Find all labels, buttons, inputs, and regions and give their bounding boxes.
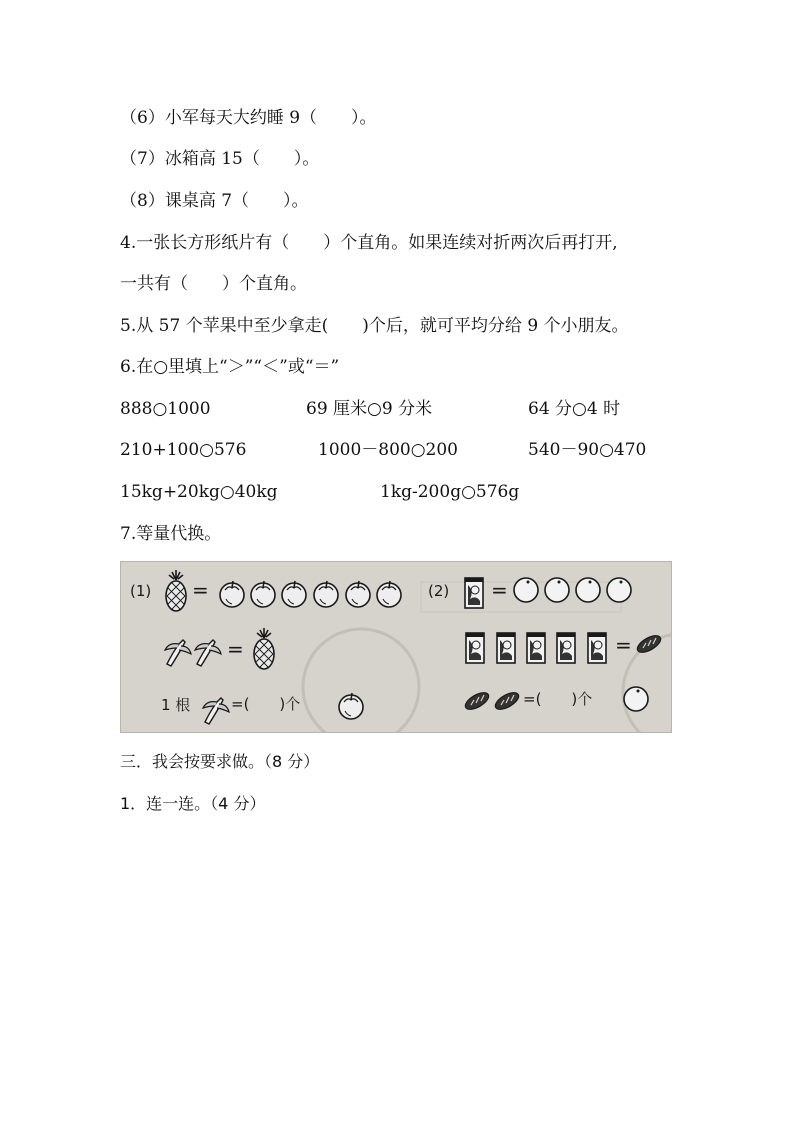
- compare-item: 210+100○576: [120, 440, 247, 460]
- equals-sign: =: [227, 637, 244, 661]
- problem-4-line-2: 一共有（ ）个直角。: [120, 274, 307, 294]
- figure-label-1: (1): [130, 582, 152, 600]
- question-8: （8）课桌高 7（ ）。: [120, 191, 309, 211]
- compare-item: 15kg+20kg○40kg: [120, 482, 278, 502]
- compare-item: 888○1000: [120, 399, 211, 419]
- one-banana-label: 1 根: [161, 696, 191, 714]
- equals-sign: =: [615, 633, 632, 657]
- compare-item: 1kg-200g○576g: [380, 482, 520, 502]
- equivalence-figure: [120, 561, 672, 733]
- problem-6-title: 6.在○里填上“＞”“＜”或“＝”: [120, 357, 340, 377]
- problem-4-line-1: 4.一张长方形纸片有（ ）个直角。如果连续对折两次后再打开,: [120, 233, 618, 253]
- problem-5: 5.从 57 个苹果中至少拿走( )个后，就可平均分给 9 个小朋友。: [120, 316, 629, 336]
- blank-equation-2: =( )个: [523, 690, 593, 708]
- equals-sign: =: [192, 578, 209, 602]
- question-7: （7）冰箱高 15（ ）。: [120, 149, 320, 169]
- section-3-title: 三．我会按要求做。（8 分）: [120, 752, 320, 771]
- section-3-item-1: 1．连一连。（4 分）: [120, 794, 266, 813]
- figure-label-2: (2): [428, 582, 450, 600]
- compare-item: 1000－800○200: [318, 440, 458, 460]
- compare-item: 64 分○4 时: [528, 399, 621, 419]
- compare-item: 69 厘米○9 分米: [306, 399, 433, 419]
- question-6: （6）小军每天大约睡 9（ ）。: [120, 108, 377, 128]
- blank-equation: =( )个: [231, 695, 301, 713]
- problem-7-title: 7.等量代换。: [120, 524, 222, 544]
- compare-item: 540－90○470: [528, 440, 647, 460]
- equals-sign: =: [491, 578, 508, 602]
